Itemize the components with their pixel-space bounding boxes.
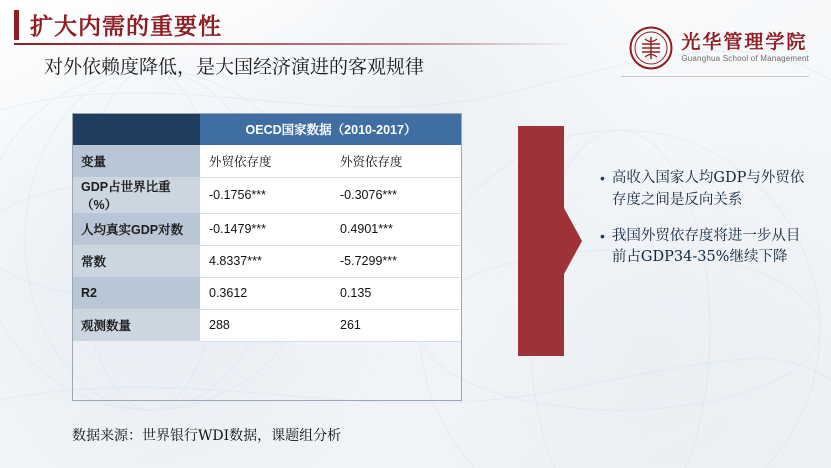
table-row <box>72 277 462 309</box>
source-note: 数据来源：世界银行WDI数据，课题组分析 <box>72 428 342 444</box>
bullet-text: 高收入国家人均GDP与外贸依存度之间是反向关系 <box>611 170 805 208</box>
insight-bullet-list <box>600 168 814 283</box>
row-label: 人均真实GDP对数 <box>72 213 200 245</box>
logo-name-en: Guanghua School of Management <box>681 53 809 63</box>
logo-text <box>681 30 809 63</box>
row-value-trade: -0.1756*** <box>200 177 331 213</box>
row-value-trade: -0.1479*** <box>200 213 331 245</box>
bullet-dot-icon: • <box>600 227 605 244</box>
row-value-trade: 288 <box>200 309 331 341</box>
bullet-text: 我国外贸依存度将进一步从目前占GDP34-35%继续下降 <box>611 227 801 266</box>
table-row <box>72 309 462 341</box>
row-value-fdi: -5.7299*** <box>331 245 462 277</box>
row-value-trade: 4.8337*** <box>200 245 331 277</box>
row-label: 观测数量 <box>72 309 200 341</box>
table-row <box>72 177 462 213</box>
table-header-row <box>72 113 462 145</box>
title-accent-bar <box>14 10 19 40</box>
row-label: 常数 <box>72 245 200 277</box>
row-value-fdi: 261 <box>331 309 462 341</box>
row-label: R2 <box>72 277 200 309</box>
table-column-header-row <box>72 145 462 177</box>
column-header-fdi-dependence: 外资依存度 <box>331 145 462 177</box>
list-item <box>600 226 814 270</box>
row-value-trade: 0.3612 <box>200 277 331 309</box>
row-value-fdi: 0.135 <box>331 277 462 309</box>
guanghua-seal-icon <box>629 26 673 70</box>
table-row <box>72 245 462 277</box>
slide-subtitle: 对外依赖度降低，是大国经济演进的客观规律 <box>44 56 425 78</box>
table-row <box>72 213 462 245</box>
table-main-header: OECD国家数据（2010-2017） <box>200 113 462 145</box>
list-item <box>600 168 814 212</box>
row-value-fdi: 0.4901*** <box>331 213 462 245</box>
row-value-fdi: -0.3076*** <box>331 177 462 213</box>
table-header-corner <box>72 113 200 145</box>
oecd-data-table <box>72 113 462 342</box>
right-pointing-arrow-icon <box>518 126 582 361</box>
page-title: 扩大内需的重要性 <box>30 13 222 39</box>
column-header-variable: 变量 <box>72 145 200 177</box>
logo-name-cn: 光华管理学院 <box>681 30 808 53</box>
logo-divider <box>621 76 809 77</box>
row-label: GDP占世界比重（%） <box>72 177 200 213</box>
title-underline <box>14 43 574 45</box>
column-header-trade-dependence: 外贸依存度 <box>200 145 331 177</box>
bullet-dot-icon: • <box>600 170 605 186</box>
institution-logo <box>629 26 809 70</box>
